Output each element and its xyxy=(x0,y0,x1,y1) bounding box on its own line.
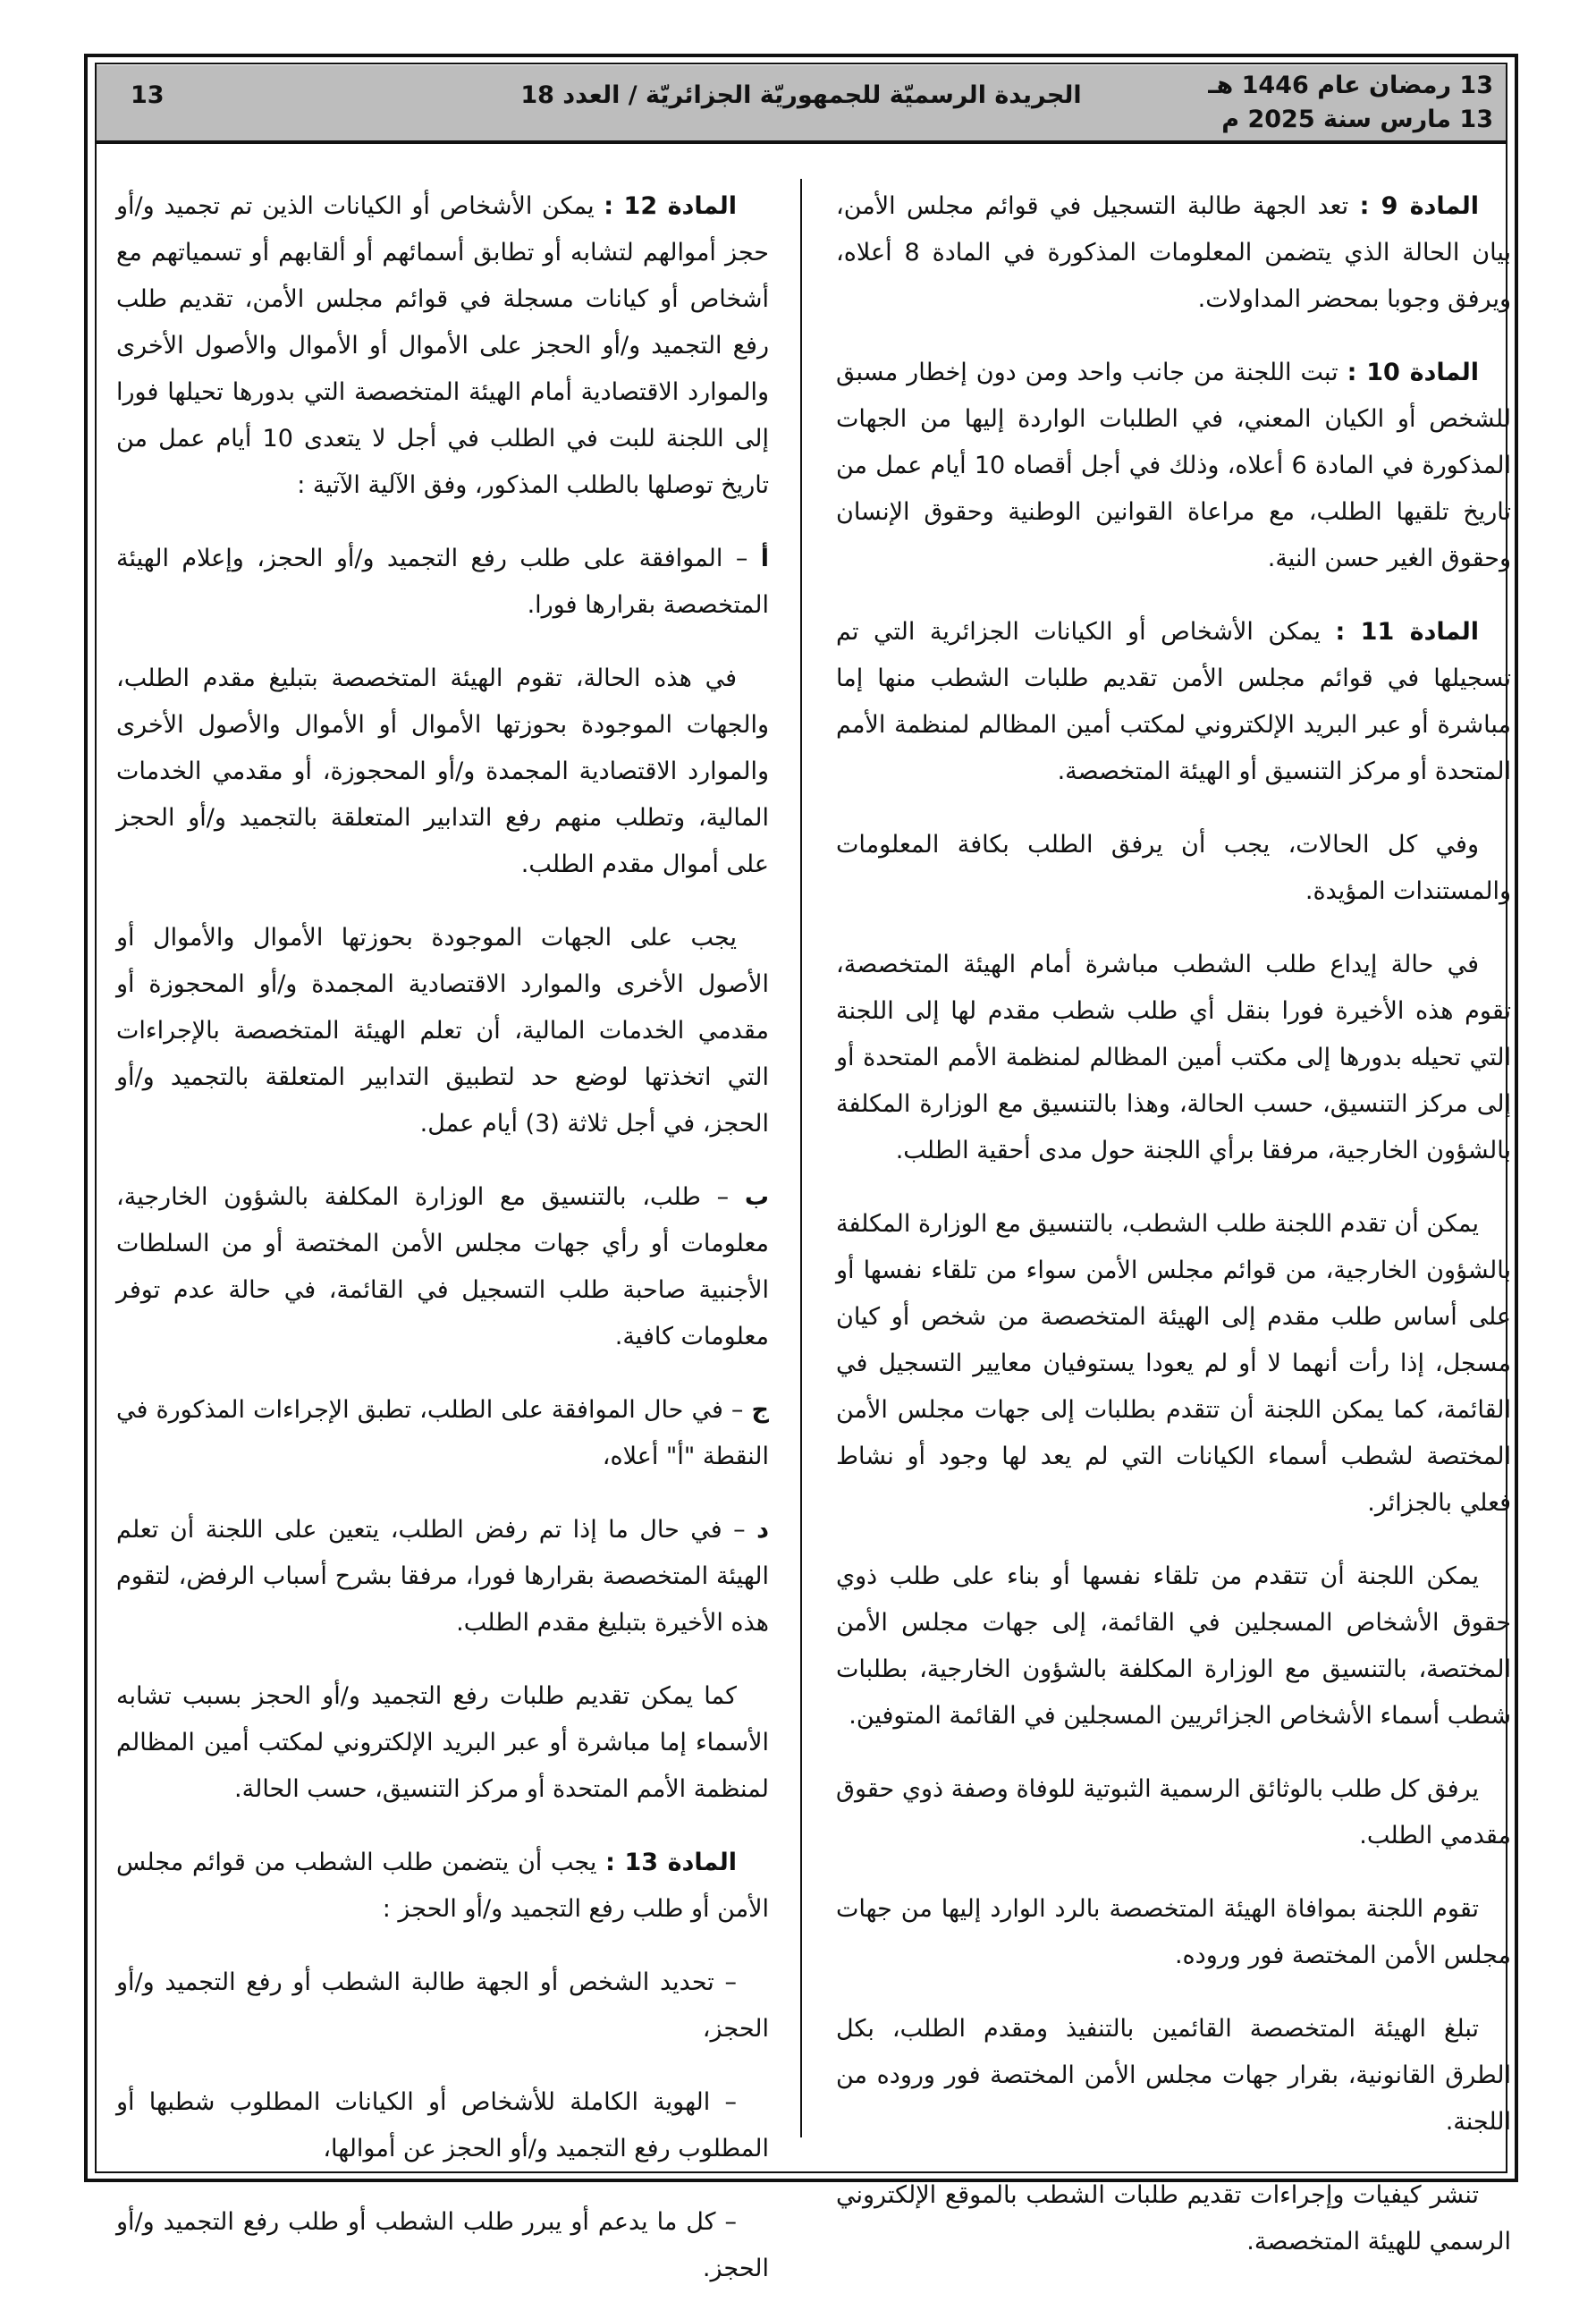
paragraph xyxy=(836,1886,1511,1979)
paragraph-text: يجب على الجهات الموجودة بحوزتها الأموال والأموال أو الأصول الأخرى والموارد الاقتصادية المجمدة و/أو المحجوزة أو مقدمي الخدمات المالية، أن تعلم الهيئة المتخصصة بالإجراءات التي اتخذتها لوضع حد لتطبيق التدابير المتعلقة بالتجميد و/أو الحجز، في أجل ثلاثة (3) أيام عمل. xyxy=(116,924,769,1138)
left-column xyxy=(116,183,769,2319)
article-paragraph xyxy=(836,183,1511,323)
article-paragraph xyxy=(116,183,769,509)
paragraph xyxy=(836,2006,1511,2145)
article-paragraph xyxy=(116,1387,769,1480)
paragraph-text: – الهوية الكاملة للأشخاص أو الكيانات المطلوب شطبها أو المطلوب رفع التجميد و/أو الحجز عن أموالها، xyxy=(116,2088,769,2162)
paragraph xyxy=(116,915,769,1147)
paragraph-text: – في حال ما إذا تم رفض الطلب، يتعين على اللجنة أن تعلم الهيئة المتخصصة بقرارها فورا، مرفقا بشرح أسباب الرفض، لتقوم هذه الأخيرة بتبليغ مقدم الطلب. xyxy=(116,1516,769,1637)
article-heading: ج xyxy=(751,1396,769,1424)
paragraph-text: يرفق كل طلب بالوثائق الرسمية الثبوتية للوفاة وصفة ذوي حقوق مقدمي الطلب. xyxy=(836,1775,1511,1849)
paragraph-text: تقوم اللجنة بموافاة الهيئة المتخصصة بالرد الوارد إليها من جهات مجلس الأمن المختصة فور وروده. xyxy=(836,1895,1511,1969)
paragraph-text: يمكن أن تقدم اللجنة طلب الشطب، بالتنسيق مع الوزارة المكلفة بالشؤون الخارجية، من قوائم مجلس الأمن سواء من تلقاء نفسها أو على أساس طلب مقدم إلى الهيئة المتخصصة من شخص أو كيان مسجل، إذا رأت أنهما لا أو لم يعودا يستوفيان معايير التسجيل في القائمة، كما يمكن اللجنة أن تتقدم بطلبات إلى جهات مجلس الأمن المختصة لشطب أسماء الكيانات التي لم يعد لها وجود أو نشاط فعلي بالجزائر. xyxy=(836,1210,1511,1517)
article-paragraph xyxy=(116,1507,769,1646)
paragraph-text: يمكن اللجنة أن تتقدم من تلقاء نفسها أو بناء على طلب ذوي حقوق الأشخاص المسجلين في القائمة، إلى جهات مجلس الأمن المختصة، بالتنسيق مع الوزارة المكلفة بالشؤون الخارجية، بطلبات شطب أسماء الأشخاص الجزائريين المسجلين في القائمة المتوفين. xyxy=(836,1562,1511,1730)
paragraph xyxy=(836,1201,1511,1527)
article-paragraph xyxy=(836,350,1511,582)
paragraph xyxy=(836,2172,1511,2265)
gazette-title: الجريدة الرسميّة للجمهوريّة الجزائريّة / العدد 18 xyxy=(520,81,1082,109)
article-heading: المادة 10 : xyxy=(1347,359,1479,386)
paragraph-text: – تحديد الشخص أو الجهة طالبة الشطب أو رفع التجميد و/أو الحجز، xyxy=(116,1968,769,2043)
page-number: 13 xyxy=(131,81,165,109)
paragraph xyxy=(116,2079,769,2172)
column-separator xyxy=(800,179,802,2137)
paragraph-text: كما يمكن تقديم طلبات رفع التجميد و/أو الحجز بسبب تشابه الأسماء إما مباشرة أو عبر البريد الإلكتروني لمكتب أمين المظالم لمنظمة الأمم المتحدة أو مركز التنسيق، حسب الحالة. xyxy=(116,1682,769,1803)
article-heading: المادة 11 : xyxy=(1335,618,1480,646)
article-heading: المادة 13 : xyxy=(605,1849,738,1876)
paragraph xyxy=(116,1959,769,2052)
article-heading: د xyxy=(756,1516,769,1544)
page-header xyxy=(97,65,1506,144)
hijri-date: 13 رمضان عام 1446 هـ xyxy=(1208,72,1493,99)
right-column xyxy=(836,183,1511,2292)
paragraph xyxy=(116,656,769,888)
paragraph-text: تعد الجهة طالبة التسجيل في قوائم مجلس الأمن، بيان الحالة الذي يتضمن المعلومات المذكورة في المادة 8 أعلاه، ويرفق وجوبا بمحضر المداولات. xyxy=(836,192,1512,313)
paragraph-text: تبت اللجنة من جانب واحد ومن دون إخطار مسبق للشخص أو الكيان المعني، في الطلبات الواردة إليها من الجهات المذكورة في المادة 6 أعلاه، وذلك في أجل أقصاه 10 أيام عمل من تاريخ تلقيها الطلب، مع مراعاة القوانين الوطنية وحقوق الإنسان وحقوق الغير حسن النية. xyxy=(836,359,1511,572)
paragraph-text: تبلغ الهيئة المتخصصة القائمين بالتنفيذ ومقدم الطلب، بكل الطرق القانونية، بقرار جهات مجلس الأمن المختصة فور وروده من اللجنة. xyxy=(836,2015,1511,2136)
paragraph-text: في هذه الحالة، تقوم الهيئة المتخصصة بتبليغ مقدم الطلب، والجهات الموجودة بحوزتها الأموال أو الأموال والأصول الأخرى والموارد الاقتصادية المجمدة و/أو المحجوزة، أو مقدمي الخدمات المالية، وتطلب منهم رفع التدابير المتعلقة بالتجميد و/أو الحجز على أموال مقدم الطلب. xyxy=(116,664,769,878)
paragraph-text: في حالة إيداع طلب الشطب مباشرة أمام الهيئة المتخصصة، تقوم هذه الأخيرة فورا بنقل أي طلب شطب مقدم لها إلى اللجنة التي تحيله بدورها إلى مكتب أمين المظالم لمنظمة الأمم المتحدة أو إلى مركز التنسيق، حسب الحالة، وهذا بالتنسيق مع الوزارة المكلفة بالشؤون الخارجية، مرفقا برأي اللجنة حول مدى أحقية الطلب. xyxy=(836,951,1511,1164)
paragraph xyxy=(836,822,1511,915)
paragraph-text: يجب أن يتضمن طلب الشطب من قوائم مجلس الأمن أو طلب رفع التجميد و/أو الحجز : xyxy=(116,1849,769,1923)
paragraph xyxy=(116,1673,769,1813)
paragraph-text: وفي كل الحالات، يجب أن يرفق الطلب بكافة المعلومات والمستندات المؤيدة. xyxy=(836,831,1511,905)
paragraph xyxy=(116,2199,769,2292)
paragraph-text: – الموافقة على طلب رفع التجميد و/أو الحجز، وإعلام الهيئة المتخصصة بقرارها فورا. xyxy=(116,545,769,619)
paragraph-text: تنشر كيفيات وإجراءات تقديم طلبات الشطب بالموقع الإلكتروني الرسمي للهيئة المتخصصة. xyxy=(836,2181,1511,2256)
article-paragraph xyxy=(116,1840,769,1933)
paragraph-text: يمكن الأشخاص أو الكيانات الذين تم تجميد و/أو حجز أموالهم لتشابه أو تطابق أسمائهم أو ألقابهم أو تسمياتهم مع أشخاص أو كيانات مسجلة في قوائم مجلس الأمن، تقديم طلب رفع التجميد و/أو الحجز على الأموال أو الأموال والأصول الأخرى والموارد الاقتصادية أمام الهيئة المتخصصة التي بدورها تحيلها فورا إلى اللجنة للبت في الطلب في أجل لا يتعدى 10 أيام عمل من تاريخ توصلها بالطلب المذكور، وفق الآلية الآتية : xyxy=(116,192,769,499)
article-paragraph xyxy=(116,1174,769,1360)
paragraph xyxy=(836,1553,1511,1739)
article-heading: المادة 12 : xyxy=(604,192,738,220)
article-heading: المادة 9 : xyxy=(1359,192,1480,220)
paragraph xyxy=(836,1766,1511,1859)
article-heading: أ xyxy=(760,545,769,572)
paragraph-text: – في حال الموافقة على الطلب، تطبق الإجراءات المذكورة في النقطة "أ" أعلاه، xyxy=(116,1396,769,1470)
gregorian-date: 13 مارس سنة 2025 م xyxy=(1221,106,1493,133)
paragraph xyxy=(836,942,1511,1174)
article-heading: ب xyxy=(744,1183,769,1211)
article-paragraph xyxy=(836,609,1511,795)
paragraph-text: – كل ما يدعم أو يبرر طلب الشطب أو طلب رفع التجميد و/أو الحجز. xyxy=(116,2208,769,2282)
paragraph-text: – طلب، بالتنسيق مع الوزارة المكلفة بالشؤون الخارجية، معلومات أو رأي جهات مجلس الأمن المختصة أو من السلطات الأجنبية صاحبة طلب التسجيل في القائمة، في حالة عدم توفر معلومات كافية. xyxy=(116,1183,769,1350)
article-paragraph xyxy=(116,536,769,629)
paragraph-text: يمكن الأشخاص أو الكيانات الجزائرية التي تم تسجيلها في قوائم مجلس الأمن تقديم طلبات الشطب منها إما مباشرة أو عبر البريد الإلكتروني لمكتب أمين المظالم لمنظمة الأمم المتحدة أو مركز التنسيق أو الهيئة المتخصصة. xyxy=(836,618,1511,785)
